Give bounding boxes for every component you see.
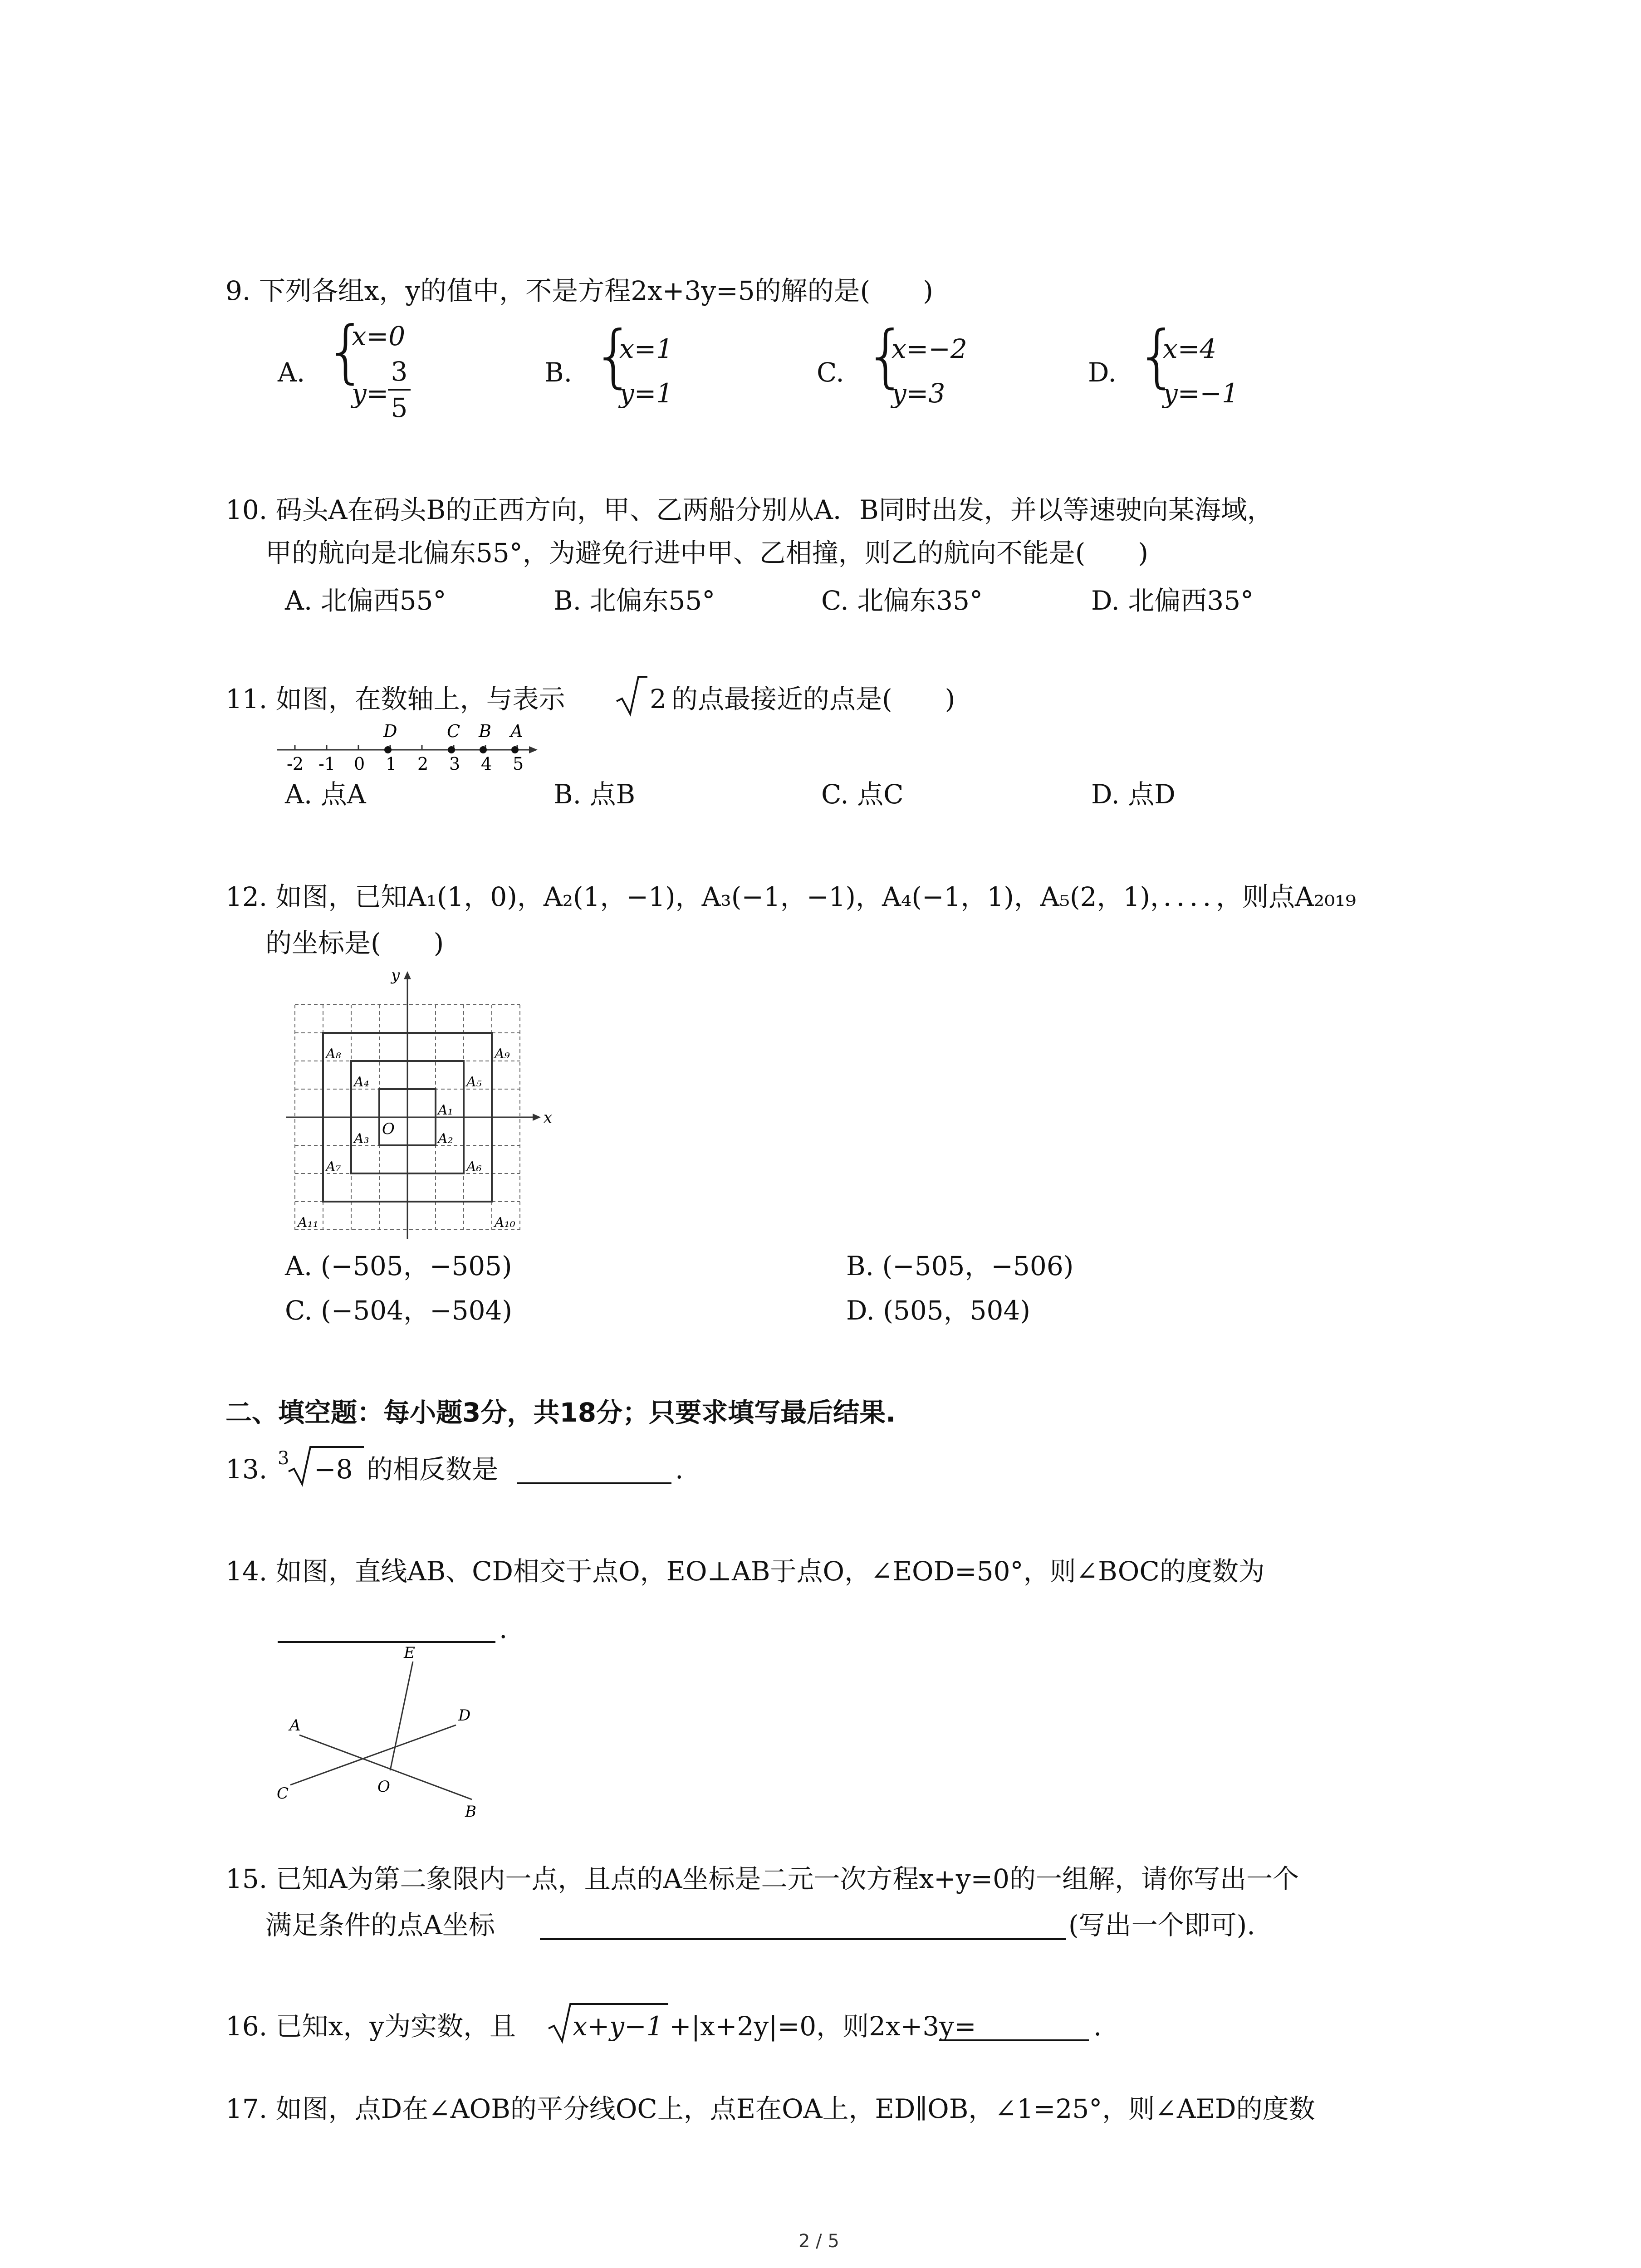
q9-option-c-brace: {: [864, 317, 908, 396]
q11-point-a-label: A: [510, 721, 523, 741]
section-2-heading: 二、填空题：每小题3分，共18分；只要求填写最后结果.: [225, 1397, 896, 1428]
q9-option-b-x: x=1: [619, 333, 673, 364]
q12-label-a10: A₁₀: [495, 1215, 515, 1231]
q11-radicand: 2: [650, 684, 666, 714]
q9-option-d-y: y=−1: [1163, 378, 1239, 409]
q9-option-a-fracline: [388, 389, 411, 391]
q11-tick-label: 5: [513, 754, 524, 773]
q12-label-a9: A₉: [495, 1046, 510, 1062]
q12-label-a11: A₁₁: [298, 1215, 318, 1231]
q16-pre: 16. 已知x，y为实数，且: [225, 2011, 516, 2042]
q14-label-d: D: [458, 1706, 471, 1725]
q9-option-d-brace: {: [1136, 317, 1179, 396]
q9-option-a-den: 5: [391, 392, 408, 423]
q11-option-c: C. 点C: [821, 779, 904, 810]
q16-end: .: [1093, 2011, 1102, 2042]
q10-option-b: B. 北偏东55°: [554, 585, 715, 616]
q11-tick-label: -1: [318, 754, 336, 773]
q9-option-c-x: x=−2: [892, 333, 967, 364]
q16-answer-blank[interactable]: [939, 2039, 1089, 2041]
q12-label-a1: A₁: [438, 1102, 453, 1118]
q12-option-c: C. (−504，−504): [285, 1295, 513, 1326]
q16-radicand: x+y−1: [573, 2011, 663, 2042]
q15-answer-blank[interactable]: [540, 1938, 1066, 1940]
q12-y-axis-label: y: [391, 968, 400, 984]
q12-label-a3: A₃: [354, 1131, 369, 1147]
q12-label-a2: A₂: [438, 1131, 453, 1147]
q14-end: .: [499, 1613, 508, 1644]
q14-intersecting-lines-figure: [272, 1644, 508, 1821]
q11-point-a-dot: [511, 746, 519, 753]
q13-end: .: [675, 1454, 684, 1485]
q12-origin-label: O: [382, 1120, 395, 1138]
q11-point-b-label: B: [479, 721, 491, 741]
q12-line2: 的坐标是( ): [265, 928, 444, 958]
q10-option-d: D. 北偏西35°: [1091, 585, 1254, 616]
q9-stem: 9. 下列各组x，y的值中，不是方程2x+3y=5的解的是( ): [225, 275, 933, 306]
q15-line2-pre: 满足条件的点A坐标: [265, 1910, 495, 1941]
q13-answer-blank[interactable]: [517, 1482, 671, 1484]
q9-option-b-brace: {: [592, 317, 636, 396]
q14-label-a: A: [289, 1716, 301, 1735]
q11-number-line: [272, 719, 544, 773]
q14-label-o: O: [377, 1778, 390, 1796]
q12-option-b: B. (−505，−506): [846, 1251, 1074, 1281]
q12-x-axis-label: x: [544, 1109, 553, 1127]
q11-stem-pre: 11. 如图，在数轴上，与表示: [225, 684, 565, 714]
q11-point-c-dot: [448, 746, 455, 753]
q9-option-c-label: C.: [817, 357, 844, 388]
q12-option-a: A. (−505，−505): [285, 1251, 512, 1281]
q9-option-a-y: y=: [352, 378, 389, 409]
q12-label-a6: A₆: [466, 1159, 482, 1175]
q11-tick-label: 4: [481, 754, 492, 773]
q11-stem-post: 的点最接近的点是( ): [671, 684, 955, 714]
q11-option-b: B. 点B: [554, 779, 636, 810]
q11-tick-label: -2: [287, 754, 304, 773]
q14-answer-blank[interactable]: [278, 1641, 495, 1643]
q14-line1: 14. 如图，直线AB、CD相交于点O，EO⊥AB于点O，∠EOD=50°，则∠BOC的度数为: [225, 1556, 1265, 1587]
q13-number: 13.: [225, 1454, 268, 1485]
q11-tick-label: 2: [417, 754, 429, 773]
q11-point-d-label: D: [383, 721, 397, 741]
q14-label-e: E: [404, 1644, 415, 1662]
q15-line2-post: (写出一个即可).: [1068, 1910, 1255, 1941]
q13-text: 的相反数是: [367, 1454, 499, 1485]
q11-option-d: D. 点D: [1091, 779, 1176, 810]
q12-label-a7: A₇: [326, 1159, 341, 1175]
q12-label-a4: A₄: [354, 1074, 369, 1090]
q14-ray-oe: [390, 1662, 413, 1770]
q15-line1: 15. 已知A为第二象限内一点，且点的A坐标是二元一次方程x+y=0的一组解，请你写出一个: [225, 1863, 1299, 1894]
q12-label-a5: A₅: [466, 1074, 482, 1090]
q11-tick-label: 0: [354, 754, 365, 773]
q17-line1: 17. 如图，点D在∠AOB的平分线OC上，点E在OA上，ED∥OB，∠1=25°，则∠AED的度数: [225, 2093, 1315, 2124]
q10-line1: 10. 码头A在码头B的正西方向，甲、乙两船分别从A．B同时出发，并以等速驶向某海域，: [225, 494, 1274, 525]
q9-option-d-x: x=4: [1163, 333, 1217, 364]
q9-option-b-y: y=1: [619, 378, 673, 409]
q14-label-c: C: [277, 1784, 289, 1803]
q11-point-d-dot: [384, 746, 392, 753]
q11-point-c-label: C: [447, 721, 460, 741]
q11-option-a: A. 点A: [285, 779, 366, 810]
q9-option-a-brace: {: [324, 312, 368, 391]
q12-option-d: D. (505，504): [846, 1295, 1030, 1326]
q12-label-a8: A₈: [326, 1046, 341, 1062]
q14-line-cd: [290, 1725, 456, 1785]
q12-spiral-figure: [277, 968, 567, 1241]
q11-point-b-dot: [480, 746, 487, 753]
q9-option-a-num: 3: [391, 356, 408, 387]
q9-option-b-label: B.: [544, 357, 573, 388]
q11-tick-label: 3: [449, 754, 460, 773]
q11-radical-sign: [615, 675, 647, 717]
q9-option-a-label: A.: [278, 357, 305, 388]
q16-post: +|x+2y|=0，则2x+3y=: [669, 2011, 976, 2042]
q10-option-a: A. 北偏西55°: [285, 585, 446, 616]
q13-root-index: 3: [278, 1448, 289, 1469]
q9-option-a-x: x=0: [352, 321, 406, 352]
q9-option-d-label: D.: [1088, 357, 1117, 388]
q12-line1: 12. 如图，已知A₁(1，0)，A₂(1，−1)，A₃(−1，−1)，A₄(−1，1)，A₅(2，1)，．．．．，则点A₂₀₁₉: [225, 881, 1356, 912]
q14-label-b: B: [465, 1803, 476, 1821]
q10-line2: 甲的航向是北偏东55°，为避免行进中甲、乙相撞，则乙的航向不能是( ): [265, 538, 1149, 568]
q11-tick-label: 1: [386, 754, 397, 773]
q13-radicand: −8: [314, 1454, 353, 1485]
q10-option-c: C. 北偏东35°: [821, 585, 983, 616]
page-number: 2 / 5: [798, 2231, 839, 2252]
q9-option-c-y: y=3: [892, 378, 945, 409]
